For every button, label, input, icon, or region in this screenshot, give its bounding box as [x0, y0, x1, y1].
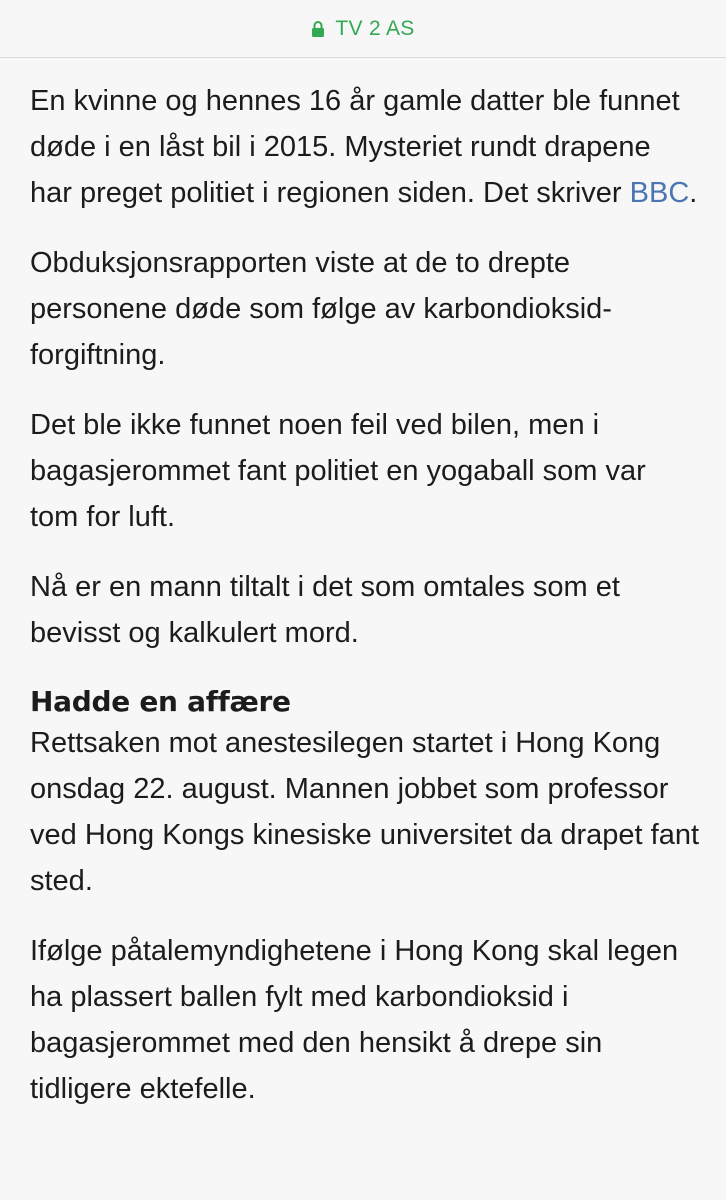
article-body [30, 78, 700, 1136]
bbc-link[interactable]: BBC [629, 177, 690, 209]
site-name: TV 2 AS [335, 16, 415, 40]
paragraph: Rettsaken mot anestesilegen startet i Hong Kong onsdag 22. august. Mannen jobbet som professor ved Hong Kongs kinesiske universitet da drapet fant sted. [30, 727, 700, 897]
paragraph: Nå er en mann tiltalt i det som omtales som et bevisst og kalkulert mord. [30, 571, 620, 649]
paragraph: Ifølge påtalemyndighetene i Hong Kong skal legen ha plassert ballen fylt med karbondioksid i bagasjerommet med den hensikt å drepe sin tidligere ektefelle. [30, 935, 679, 1105]
lock-icon [311, 20, 325, 38]
article-subheading: Hadde en affære [30, 685, 291, 718]
paragraph-text: En kvinne og hennes 16 år gamle datter ble funnet døde i en låst bil i 2015. Mysteriet rundt drapene har preget politiet i regionen siden. Det skriver [30, 85, 680, 209]
paragraph-end: . [689, 177, 698, 209]
address-bar[interactable] [0, 0, 726, 58]
paragraph: Obduksjonsrapporten viste at de to drepte personene døde som følge av karbondioksid-forgiftning. [30, 247, 612, 371]
site-identity[interactable] [311, 17, 414, 41]
paragraph: Det ble ikke funnet noen feil ved bilen, men i bagasjerommet fant politiet en yogaball som var tom for luft. [30, 409, 646, 533]
paragraph [30, 78, 700, 216]
